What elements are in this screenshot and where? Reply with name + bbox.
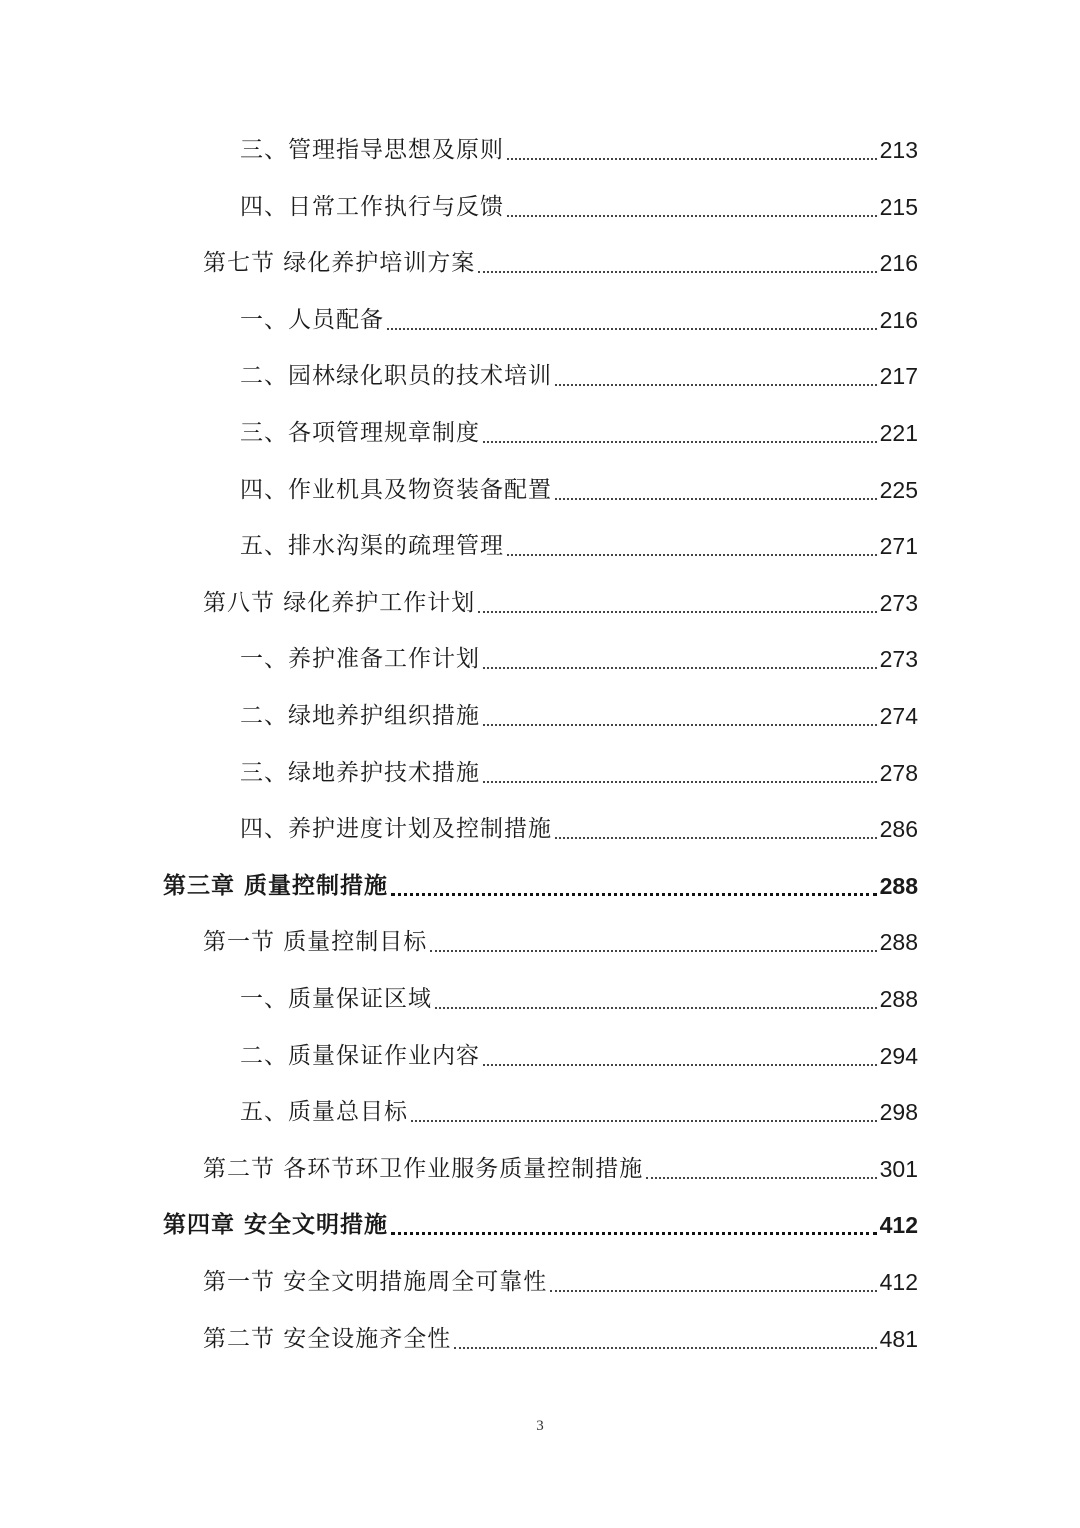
toc-entry-title: 一、人员配备 <box>240 306 384 333</box>
toc-leader-dots <box>555 384 877 386</box>
toc-leader-dots <box>478 611 876 613</box>
toc-entry-page: 217 <box>879 363 918 390</box>
toc-entry[interactable] <box>203 583 918 623</box>
toc-leader-dots <box>555 498 877 500</box>
toc-chapter-entry[interactable] <box>163 1205 918 1245</box>
toc-entry[interactable] <box>203 243 918 283</box>
toc-entry-page: 286 <box>879 816 918 843</box>
toc-entry-title: 四、日常工作执行与反馈 <box>240 193 504 220</box>
toc-entry-title: 四、作业机具及物资装备配置 <box>240 476 552 503</box>
toc-leader-dots <box>387 328 877 330</box>
toc-entry-title: 三、绿地养护技术措施 <box>240 759 480 786</box>
toc-entry[interactable] <box>240 187 918 227</box>
toc-entry[interactable] <box>203 1262 918 1302</box>
toc-leader-dots <box>507 158 877 160</box>
toc-entry[interactable] <box>240 413 918 453</box>
toc-entry-page: 273 <box>879 589 918 616</box>
toc-leader-dots <box>430 950 876 952</box>
toc-leader-dots <box>483 724 877 726</box>
toc-entry-page: 288 <box>879 872 918 899</box>
toc-entry-page: 301 <box>879 1155 918 1182</box>
toc-entry[interactable] <box>240 130 918 170</box>
toc-leader-dots <box>483 1064 877 1066</box>
toc-entry-page: 213 <box>879 137 918 163</box>
toc-entry-page: 288 <box>879 929 918 956</box>
toc-leader-dots <box>507 554 877 556</box>
toc-entry-title: 一、质量保证区域 <box>240 986 432 1012</box>
toc-entry[interactable] <box>240 300 918 340</box>
toc-entry-page: 412 <box>879 1212 918 1239</box>
toc-entry[interactable] <box>240 696 918 736</box>
toc-entry-title: 三、各项管理规章制度 <box>240 420 480 446</box>
toc-entry-title: 二、园林绿化职员的技术培训 <box>240 363 552 390</box>
toc-entry-title: 三、管理指导思想及原则 <box>240 137 504 163</box>
toc-entry-title: 四、养护进度计划及控制措施 <box>240 816 552 843</box>
toc-entry-title: 一、养护准备工作计划 <box>240 646 480 673</box>
toc-entry-page: 288 <box>879 986 918 1012</box>
toc-entry[interactable] <box>240 809 918 849</box>
toc-leader-dots <box>507 215 877 217</box>
toc-leader-dots <box>550 1290 876 1292</box>
page-number: 3 <box>536 1418 544 1434</box>
toc-entry[interactable] <box>240 639 918 679</box>
toc-leader-dots <box>478 271 876 273</box>
toc-entry-title: 第八节 绿化养护工作计划 <box>203 589 476 616</box>
toc-entry-page: 215 <box>879 193 918 220</box>
toc-entry-page: 216 <box>879 306 918 333</box>
toc-entry-page: 216 <box>879 250 918 277</box>
toc-leader-dots <box>555 837 877 839</box>
toc-entry-title: 五、排水沟渠的疏理管理 <box>240 533 504 560</box>
toc-entry[interactable] <box>240 1036 918 1076</box>
toc-entry-title: 第一节 安全文明措施周全可靠性 <box>203 1269 548 1295</box>
toc-entry-page: 271 <box>879 533 918 560</box>
toc-leader-dots <box>411 1120 877 1122</box>
toc-leader-dots <box>391 893 877 896</box>
toc-leader-dots <box>483 781 877 783</box>
toc-entry[interactable] <box>203 922 918 962</box>
toc-entry-title: 二、质量保证作业内容 <box>240 1042 480 1069</box>
toc-entry-title: 第二节 各环节环卫作业服务质量控制措施 <box>203 1155 644 1182</box>
toc-entry-title: 第七节 绿化养护培训方案 <box>203 250 476 277</box>
toc-entry-title: 二、绿地养护组织措施 <box>240 703 480 729</box>
toc-entry-title: 第二节 安全设施齐全性 <box>203 1325 452 1352</box>
toc-entry[interactable] <box>240 470 918 510</box>
toc-entry-page: 274 <box>879 703 918 729</box>
toc-entry-page: 481 <box>879 1325 918 1352</box>
toc-leader-dots <box>435 1007 877 1009</box>
toc-leader-dots <box>454 1347 876 1349</box>
toc-leader-dots <box>483 441 877 443</box>
toc-entry-page: 221 <box>879 420 918 446</box>
toc-entry-page: 412 <box>879 1269 918 1295</box>
toc-entry-page: 273 <box>879 646 918 673</box>
toc-leader-dots <box>483 667 877 669</box>
toc-chapter-entry[interactable] <box>163 866 918 906</box>
toc-entry[interactable] <box>240 356 918 396</box>
toc-entry-title: 五、质量总目标 <box>240 1099 408 1126</box>
toc-entry[interactable] <box>240 979 918 1019</box>
toc-entry-title: 第四章 安全文明措施 <box>163 1212 389 1239</box>
toc-entry-page: 298 <box>879 1099 918 1126</box>
toc-entry-page: 225 <box>879 476 918 503</box>
toc-entry[interactable] <box>203 1149 918 1189</box>
toc-entry-title: 第三章 质量控制措施 <box>163 872 389 899</box>
toc-entry[interactable] <box>203 1319 918 1359</box>
toc-entry-page: 278 <box>879 759 918 786</box>
toc-entry[interactable] <box>240 753 918 793</box>
toc-entry[interactable] <box>240 1092 918 1132</box>
toc-entry-page: 294 <box>879 1042 918 1069</box>
toc-entry-title: 第一节 质量控制目标 <box>203 929 428 956</box>
toc-leader-dots <box>646 1177 876 1179</box>
toc-leader-dots <box>391 1232 877 1235</box>
toc-entry[interactable] <box>240 526 918 566</box>
